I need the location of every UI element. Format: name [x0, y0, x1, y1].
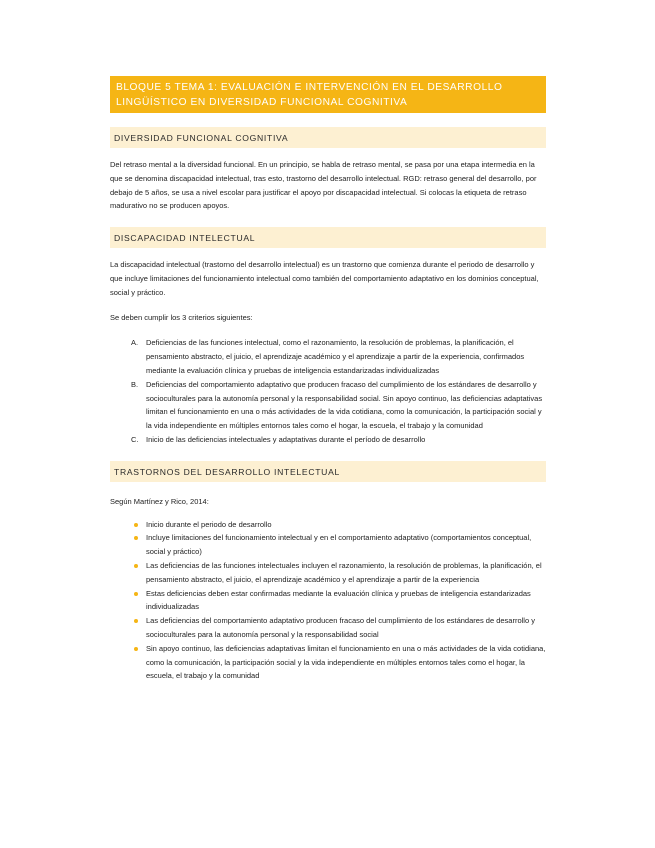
- criteria-item: [110, 433, 546, 447]
- section-heading-trastornos: TRASTORNOS DEL DESARROLLO INTELECTUAL: [110, 461, 546, 482]
- bullet-icon: [134, 592, 138, 596]
- page-title: BLOQUE 5 TEMA 1: EVALUACIÓN E INTERVENCIÓN EN EL DESARROLLO LINGÜÍSTICO EN DIVERSIDAD FUNCIONAL COGNITIVA: [110, 76, 546, 113]
- section-heading-discapacidad: DISCAPACIDAD INTELECTUAL: [110, 227, 546, 248]
- list-item-text: Las deficiencias de las funciones intelectuales incluyen el razonamiento, la resolución de problemas, la planificación, el pensamiento abstracto, el juicio, el aprendizaje académico y el aprendizaje a partir de la experiencia: [146, 560, 542, 584]
- list-item: [110, 642, 546, 683]
- criteria-list: [110, 336, 546, 446]
- criteria-text: Inicio de las deficiencias intelectuales y adaptativas durante el período de desarrollo: [146, 434, 426, 444]
- list-item: [110, 518, 546, 532]
- bullet-icon: [134, 536, 138, 540]
- bullet-icon: [134, 564, 138, 568]
- criteria-item: [110, 336, 546, 377]
- list-item-text: Estas deficiencias deben estar confirmadas mediante la evaluación clínica y pruebas de inteligencia estandarizadas individualizadas: [146, 588, 531, 612]
- bullet-icon: [134, 647, 138, 651]
- bullet-icon: [134, 523, 138, 527]
- document-content: [110, 76, 546, 683]
- list-item: [110, 559, 546, 587]
- criteria-text: Deficiencias del comportamiento adaptativo que producen fracaso del cumplimiento de los estándares de desarrollo y socioculturales para la autonomía personal y la responsabilidad social. Sin apoyo continuo, las deficiencias adaptativas limitan el funcionamiento en una o más actividades de la vida cotidiana, como la comunicación, la participación social y la vida independiente en múltiples entornos tales como el hogar, la escuela, el trabajo y la comunidad: [146, 379, 543, 431]
- criteria-item: [110, 378, 546, 433]
- section-heading-diversidad: DIVERSIDAD FUNCIONAL COGNITIVA: [110, 127, 546, 148]
- list-item: [110, 531, 546, 559]
- list-item-text: Sin apoyo continuo, las deficiencias adaptativas limitan el funcionamiento en una o más actividades de la vida cotidiana, como la comunicación, la participación social y la vida independiente en múltiples entornos tales como el hogar, la escuela, el trabajo y la comunidad: [146, 643, 546, 681]
- list-item-text: Las deficiencias del comportamiento adaptativo producen fracaso del cumplimiento de los estándares de desarrollo y socioculturales para la autonomía personal y la responsabilidad social: [146, 616, 535, 639]
- section-paragraph-diversidad: Del retraso mental a la diversidad funcional. En un principio, se habla de retraso mental, se pasa por una etapa intermedia en la que se denomina discapacidad intelectual, tras esto, trastorno del desarrollo intelectual. RGD: retraso general del desarrollo, por debajo de 5 años, se usa a nivel escolar para justificar el apoyo por discapacidad intelectual. Si colocas la etiqueta de retraso madurativo no se producen apoyos.: [110, 160, 537, 211]
- criteria-marker: A.: [131, 338, 139, 348]
- list-item-text: Inicio durante el periodo de desarrollo: [146, 519, 272, 529]
- criteria-intro: Se deben cumplir los 3 criterios siguientes:: [110, 312, 253, 322]
- list-item: [110, 614, 546, 642]
- criteria-text: Deficiencias de las funciones intelectual, como el razonamiento, la resolución de problemas, la planificación, el pensamiento abstracto, el juicio, el aprendizaje académico y el aprendizaje a partir de la experiencia, confirmados mediante la evaluación clínica y pruebas de inteligencia estandarizadas individualizadas: [146, 338, 525, 375]
- bullet-icon: [134, 619, 138, 623]
- list-item: [110, 587, 546, 615]
- criteria-marker: C.: [131, 434, 139, 444]
- bullet-list: [110, 518, 546, 684]
- source-citation: Según Martínez y Rico, 2014:: [110, 496, 209, 506]
- criteria-marker: B.: [131, 379, 139, 389]
- section-paragraph-discapacidad: La discapacidad intelectual (trastorno del desarrollo intelectual) es un trastorno que comienza durante el periodo de desarrollo y que incluye limitaciones del funcionamiento intelectual como también del comportamiento adaptativo en los dominios conceptual, social y práctico.: [110, 260, 539, 297]
- list-item-text: Incluye limitaciones del funcionamiento intelectual y en el comportamiento adaptativo (comportamientos conceptual, social y práctico): [146, 533, 532, 557]
